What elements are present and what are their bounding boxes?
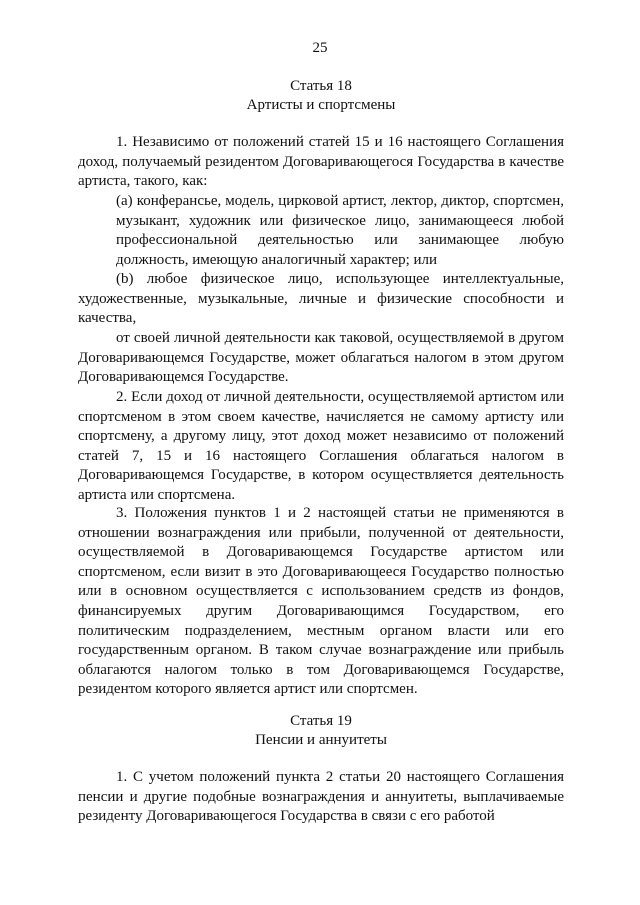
article-18-item-a	[78, 192, 564, 270]
article-18-paragraph-2: 2. Если доход от личной деятельности, осуществляемой артистом или спортсменом в этом своем качестве, начисляется не самому артисту или спортсмену, а другому лицу, этот доход может независимо от положений статей 7, 15 и 16 настоящего Соглашения облагаться налогом в Договаривающемся Государстве, в котором осуществляется деятельность артиста или спортсмена.	[78, 389, 564, 503]
article-18-subtitle: Артисты и спортсмены	[246, 97, 396, 113]
article-18-item-a-text: (a) конферансье, модель, цирковой артист, лектор, диктор, спортсмен, музыкант, художник или физическое лицо, занимающееся любой профессиональной деятельностью или занимающее любую должность, имеющую аналогичный характер; или	[116, 193, 564, 268]
article-18-heading	[78, 77, 564, 115]
article-19-heading	[78, 712, 564, 750]
article-18-title: Статья 18	[290, 78, 352, 94]
article-18-paragraph-1: 1. Независимо от положений статей 15 и 16 настоящего Соглашения доход, получаемый резидентом Договаривающегося Государства в качестве артиста, такого, как:	[78, 134, 564, 190]
article-19-paragraph-1: 1. С учетом положений пункта 2 статьи 20 настоящего Соглашения пенсии и другие подобные вознаграждения и аннуитеты, выплачиваемые резиденту Договаривающегося Государства в связи с его работой	[78, 769, 564, 825]
article-19-subtitle: Пенсии и аннуитеты	[255, 732, 387, 748]
article-18-item-b: (b) любое физическое лицо, использующее интеллектуальные, художественные, музыкальные, личные и физические способности и качества,	[78, 271, 564, 327]
article-18-paragraph-3: 3. Положения пунктов 1 и 2 настоящей статьи не применяются в отношении вознаграждения или прибыли, полученной от деятельности, осуществляемой в Договаривающемся Государстве артистом или спортсменом, если визит в это Договаривающееся Государство полностью или в основном осуществляется с использованием средств из фондов, финансируемых другим Договаривающимся Государством, его политическим подразделением, местным органом власти или его государственным органом. В таком случае вознаграждение или прибыль облагаются налогом только в том Договаривающемся Государстве, резидентом которого является артист или спортсмен.	[78, 505, 564, 698]
article-19-title: Статья 19	[290, 713, 352, 729]
page-number: 25	[312, 40, 328, 56]
article-18-paragraph-1-tail: от своей личной деятельности как таковой, осуществляемой в другом Договаривающемся Государстве, может облагаться налогом в этом другом Договаривающемся Государстве.	[78, 330, 564, 386]
